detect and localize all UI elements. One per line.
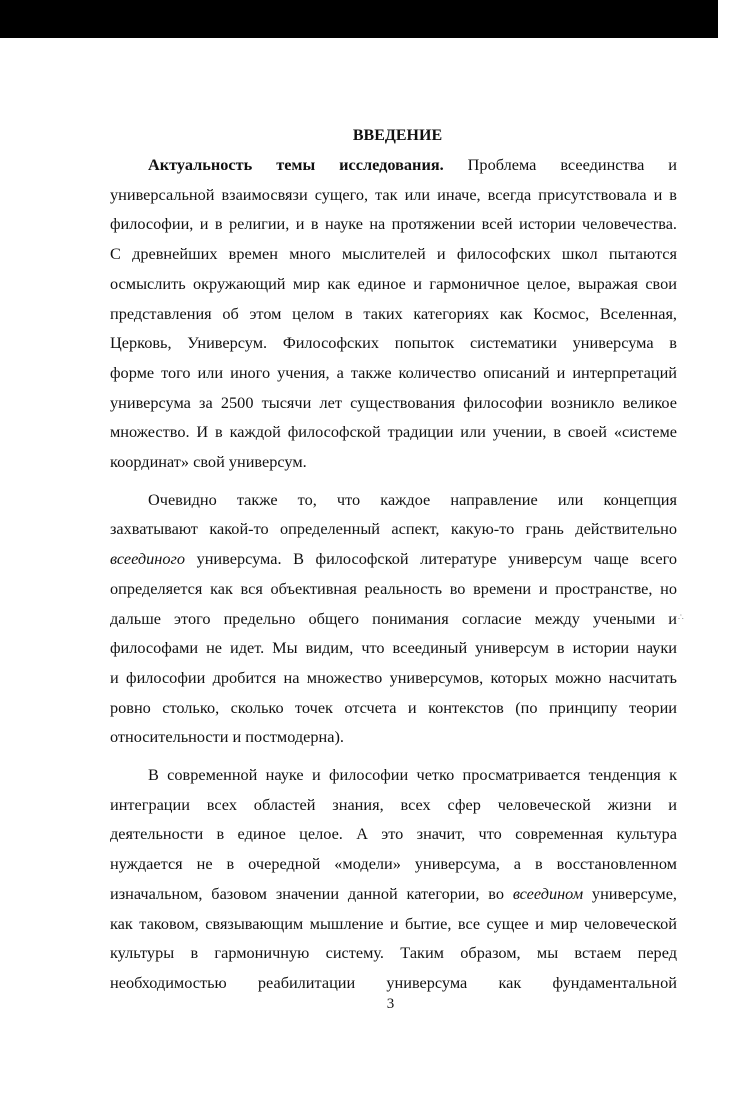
paragraph-2-line: относительности и постмодерна). xyxy=(110,727,344,747)
paragraph-1-line: форме того или иного учения, а также количество описаний и интерпретаций xyxy=(110,362,677,382)
paragraph-3 xyxy=(110,760,677,998)
paragraph-2-line: дальше этого предельно общего понимания согласие между учеными и xyxy=(110,608,677,628)
paragraph-2-line: ровно столько, сколько точек отсчета и контекстов (по принципу теории xyxy=(110,697,677,717)
paragraph-3-line: необходимостью реабилитации универсума как фундаментальной xyxy=(110,972,677,992)
paragraph-1-line: философии, и в религии, и в науке на протяжении всей истории человечества. xyxy=(110,214,677,234)
paragraph-3-line: изначальном, базовом значении данной категории, во всеедином универсуме, xyxy=(110,883,677,903)
paragraph-2-line: философами не идет. Мы видим, что всеединый универсум в истории науки xyxy=(110,638,677,658)
emphasis: всеединого xyxy=(110,549,185,569)
paragraph-2-line: Очевидно также то, что каждое направление или концепция xyxy=(148,489,677,509)
paragraph-1-line: множество. И в каждой философской традиции или учении, в своей «системе xyxy=(110,422,677,442)
paragraph-2-line: определяется как вся объективная реальность во времени и пространстве, но xyxy=(110,578,677,598)
paragraph-2-line: и философии дробится на множество универсумов, которых можно насчитать xyxy=(110,667,677,687)
paragraph-1-line: представления об этом целом в таких категориях как Космос, Вселенная, xyxy=(110,303,677,323)
lead-phrase: Актуальность темы исследования. xyxy=(148,155,444,174)
paragraph-1-line: С древнейших времен много мыслителей и философских школ пытаются xyxy=(110,244,677,264)
paragraph-1 xyxy=(110,150,677,477)
scan-speck: ∴ xyxy=(678,612,684,622)
emphasis: всеедином xyxy=(512,883,584,903)
paragraph-3-line: интеграции всех областей знания, всех сфер человеческой жизни и xyxy=(110,794,677,814)
paragraph-3-line: как таковом, связывающим мышление и бытие, все сущее и мир человеческой xyxy=(110,913,677,933)
page-title: ВВЕДЕНИЕ xyxy=(352,127,443,144)
paragraph-1-line: Актуальность темы исследования. Проблема всеединства и xyxy=(148,155,677,174)
paragraph-2 xyxy=(110,485,677,752)
paragraph-3-line: деятельности в единое целое. А это значит, что современная культура xyxy=(110,824,677,844)
scan-edge-black-bar xyxy=(0,0,718,38)
paragraph-2-line: захватывают какой-то определенный аспект, какую-то грань действительно xyxy=(110,519,677,539)
paragraph-1-line: Церковь, Универсум. Философских попыток систематики универсума в xyxy=(110,333,677,353)
page-body xyxy=(110,126,677,998)
paragraph-2-line: всеединого универсума. В философской литературе универсум чаще всего xyxy=(110,549,677,569)
paragraph-1-line: координат» свой универсум. xyxy=(110,452,307,472)
paragraph-1-line: универсальной взаимосвязи сущего, так или иначе, всегда присутствовала и в xyxy=(110,184,677,204)
paragraph-1-line: осмыслить окружающий мир как единое и гармоничное целое, выражая свои xyxy=(110,273,677,293)
paragraph-3-line: культуры в гармоничную систему. Таким образом, мы встаем перед xyxy=(110,943,677,963)
paragraph-1-line: универсума за 2500 тысячи лет существования философии возникло великое xyxy=(110,392,677,412)
paragraph-3-line: В современной науке и философии четко просматривается тенденция к xyxy=(148,765,677,785)
page-number: 3 xyxy=(386,996,395,1012)
paragraph-3-line: нуждается не в очередной «модели» универсума, а в восстановленном xyxy=(110,854,677,874)
